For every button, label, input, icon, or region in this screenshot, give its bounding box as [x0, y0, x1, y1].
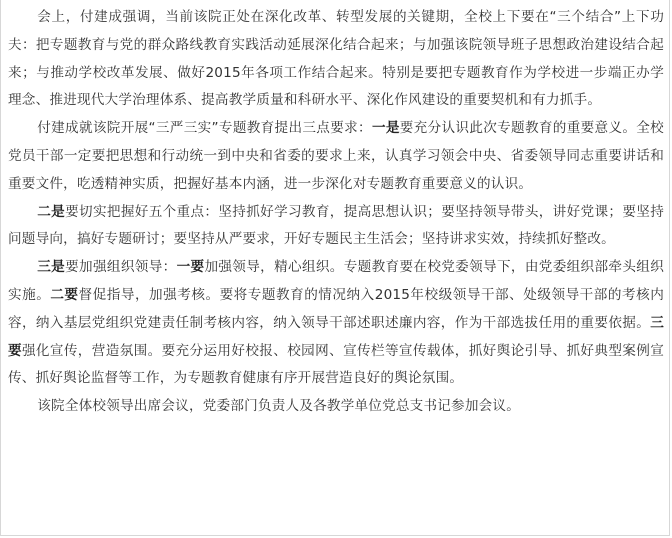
second-point-marker: 二是 — [37, 203, 66, 220]
requirements-intro: 付建成就该院开展“三严三实”专题教育提出三点要求： — [37, 120, 372, 137]
third-point-marker: 三是 — [37, 259, 66, 276]
paragraph-attendance: 该院全体校领导出席会议，党委部门负责人及各教学单位党总支书记参加会议。 — [37, 398, 521, 415]
first-point-marker: 一是 — [371, 120, 400, 137]
sub-point-three-text: 强化宣传，营造氛围。要充分运用好校报、校园网、宣传栏等宣传载体，抓好舆论引导、抓好典型案例宣传、抓好舆论监督等工作，为专题教育健康有序开展营造良好的舆论氛围。 — [8, 342, 664, 387]
paragraph-requirement-three — [8, 254, 664, 393]
sub-point-three-marker: 三要 — [8, 314, 664, 359]
paragraph-requirement-two — [8, 199, 664, 255]
third-point-intro: 要加强组织领导： — [65, 259, 177, 276]
sub-point-one-marker: 一要 — [176, 259, 205, 276]
paragraph-three-combinations: 会上，付建成强调，当前该院正处在深化改革、转型发展的关键期，全校上下要在“三个结合”上下功夫：把专题教育与党的群众路线教育实践活动延展深化结合起来；与加强该院领导班子思想政治建设结合起来；与推动学校改革发展、做好2015年各项工作结合起来。特别是要把专题教育作为学校进一步端正办学理念、推进现代大学治理体系、提高教学质量和科研水平、深化作风建设的重要契机和有力抓手。 — [8, 9, 664, 109]
sub-point-two-marker: 二要 — [50, 286, 79, 303]
first-point-text: 要充分认识此次专题教育的重要意义。全校党员干部一定要把思想和行动统一到中央和省委的要求上来，认真学习领会中央、省委领导同志重要讲话和重要文件，吃透精神实质，把握好基本内涵，进一步深化对专题教育重要意义的认识。 — [8, 120, 664, 192]
sub-point-two-text: 督促指导，加强考核。要将专题教育的情况纳入2015年校级领导干部、处级领导干部的考核内容，纳入基层党组织党建责任制考核内容，纳入领导干部述职述廉内容，作为干部选拔任用的重要依据。 — [8, 286, 664, 331]
article-body — [8, 0, 664, 421]
second-point-text: 要切实把握好五个重点：坚持抓好学习教育，提高思想认识；要坚持领导带头，讲好党课；要坚持问题导向，搞好专题研讨；要坚持从严要求，开好专题民主生活会；坚持讲求实效，持续抓好整改。 — [8, 203, 664, 248]
sub-point-one-text: 加强领导，精心组织。专题教育要在校党委领导下，由党委组织部牵头组织实施。 — [8, 259, 665, 303]
paragraph-requirement-one — [8, 115, 664, 198]
